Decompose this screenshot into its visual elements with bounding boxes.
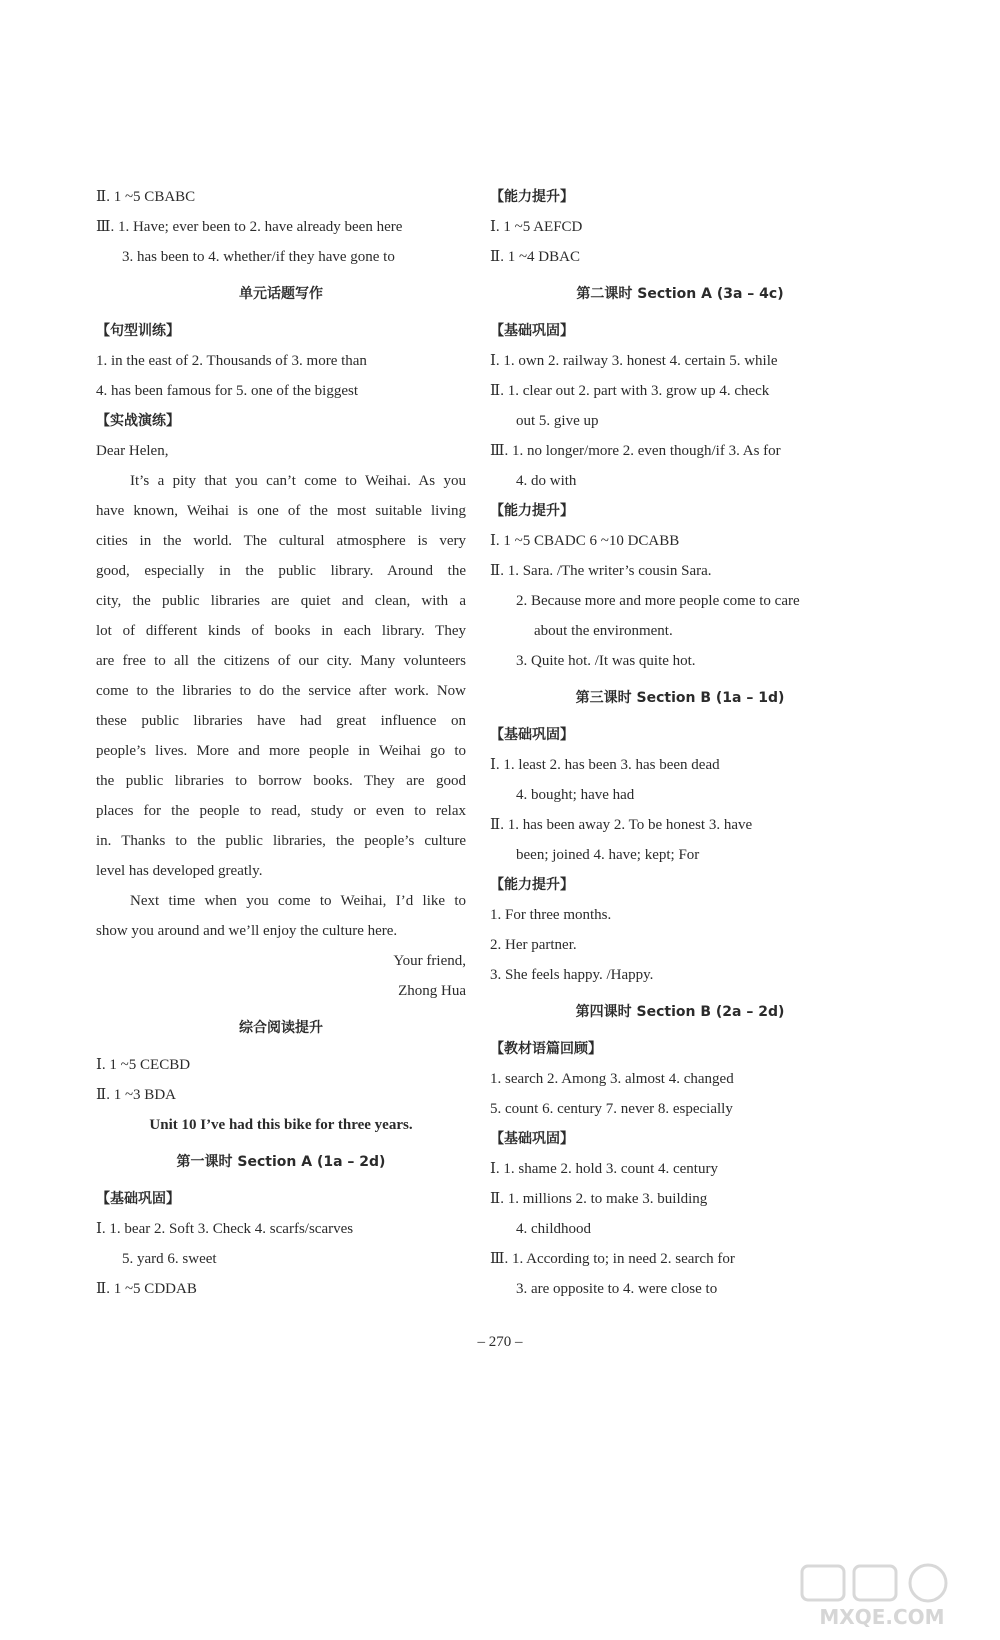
letter-line: come to the libraries to do the service after work. Now: [96, 683, 466, 699]
answer-line: 5. yard 6. sweet: [122, 1251, 217, 1267]
answer-line: 4. bought; have had: [516, 787, 635, 803]
answer-line: 3. has been to 4. whether/if they have gone to: [122, 249, 395, 265]
answer-line: 4. has been famous for 5. one of the biggest: [96, 383, 359, 399]
unit-title: Unit 10 I’ve had this bike for three years.: [149, 1117, 413, 1133]
answer-line: Ⅱ. 1 ~4 DBAC: [490, 249, 580, 265]
answer-line: 5. count 6. century 7. never 8. especially: [490, 1101, 733, 1117]
letter-line: show you around and we’ll enjoy the culture here.: [96, 923, 398, 939]
letter-line: places for the people to read, study or even to relax: [96, 803, 466, 819]
section-heading: 【基础巩固】: [490, 323, 574, 339]
letter-line: cities in the world. The cultural atmosphere is very: [96, 533, 466, 549]
section-title: 单元话题写作: [239, 286, 323, 302]
letter-line: the public libraries to borrow books. They are good: [96, 773, 466, 789]
section-heading: 【基础巩固】: [490, 1131, 574, 1147]
letter-line: Next time when you come to Weihai, I’d like to: [130, 893, 466, 909]
answer-line: Ⅰ. 1. shame 2. hold 3. count 4. century: [490, 1161, 718, 1177]
section-heading: 【句型训练】: [96, 323, 180, 339]
answer-line: Ⅱ. 1. Sara. /The writer’s cousin Sara.: [490, 563, 712, 579]
answer-line: 1. in the east of 2. Thousands of 3. more than: [96, 353, 367, 369]
letter-body: [96, 466, 466, 946]
answer-line: Ⅰ. 1. least 2. has been 3. has been dead: [490, 757, 720, 773]
answer-line: Ⅲ. 1. no longer/more 2. even though/if 3. As for: [490, 443, 781, 459]
answer-line: 1. search 2. Among 3. almost 4. changed: [490, 1071, 734, 1087]
answer-line: 3. She feels happy. /Happy.: [490, 967, 654, 983]
letter-line: in. Thanks to the public libraries, the people’s culture: [96, 833, 466, 849]
answer-line: Ⅲ. 1. Have; ever been to 2. have already been here: [96, 219, 403, 235]
letter-line: are free to all the citizens of our city. Many volunteers: [96, 653, 466, 669]
letter-greeting: Dear Helen,: [96, 443, 169, 459]
answer-line: 3. Quite hot. /It was quite hot.: [516, 653, 696, 669]
answer-line: Ⅰ. 1. own 2. railway 3. honest 4. certain 5. while: [490, 353, 778, 369]
section-heading: 【实战演练】: [96, 413, 180, 429]
section-heading: 【基础巩固】: [490, 727, 574, 743]
answer-line: 4. childhood: [516, 1221, 591, 1237]
section-heading: 【基础巩固】: [96, 1191, 180, 1207]
answer-line: 3. are opposite to 4. were close to: [516, 1281, 718, 1297]
left-column: [96, 182, 466, 1304]
answer-line: out 5. give up: [516, 413, 599, 429]
right-column: [490, 182, 870, 1304]
section-title: 第四课时 Section B (2a – 2d): [575, 1004, 785, 1020]
letter-signature: Zhong Hua: [398, 983, 466, 999]
section-heading: 【能力提升】: [490, 503, 574, 519]
letter-line: It’s a pity that you can’t come to Weihai. As you: [130, 473, 466, 489]
section-title: 第一课时 Section A (1a – 2d): [176, 1154, 386, 1170]
answer-line: Ⅱ. 1 ~5 CBABC: [96, 189, 196, 205]
answer-line: Ⅱ. 1 ~5 CDDAB: [96, 1281, 197, 1297]
answer-line: Ⅰ. 1 ~5 AEFCD: [490, 219, 583, 235]
section-title: 第三课时 Section B (1a – 1d): [575, 690, 785, 706]
answer-line: Ⅱ. 1. has been away 2. To be honest 3. have: [490, 817, 753, 833]
letter-line: level has developed greatly.: [96, 863, 263, 879]
letter-line: city, the public libraries are quiet and clean, with a: [96, 593, 466, 609]
letter-line: these public libraries have had great influence on: [96, 713, 466, 729]
letter-line: people’s lives. More and more people in Weihai go to: [96, 743, 466, 759]
answer-line: Ⅰ. 1. bear 2. Soft 3. Check 4. scarfs/scarves: [96, 1221, 354, 1237]
answer-line: Ⅰ. 1 ~5 CECBD: [96, 1057, 191, 1073]
watermark-logo: [782, 1560, 982, 1630]
answer-line: about the environment.: [534, 623, 673, 639]
answer-line: Ⅱ. 1. millions 2. to make 3. building: [490, 1191, 708, 1207]
letter-line: lot of different kinds of books in each library. They: [96, 623, 466, 639]
answer-line: 2. Her partner.: [490, 937, 577, 953]
answer-line: 1. For three months.: [490, 907, 612, 923]
answer-line: been; joined 4. have; kept; For: [516, 847, 700, 863]
answer-line: 2. Because more and more people come to care: [516, 593, 800, 609]
section-heading: 【教材语篇回顾】: [490, 1041, 602, 1057]
section-title: 第二课时 Section A (3a – 4c): [576, 286, 784, 302]
answer-line: Ⅲ. 1. According to; in need 2. search for: [490, 1251, 735, 1267]
answer-line: 4. do with: [516, 473, 577, 489]
letter-closing: Your friend,: [393, 953, 466, 969]
watermark-text: MXQE.COM: [819, 1605, 945, 1629]
letter-line: good, especially in the public library. Around the: [96, 563, 466, 579]
page-number: – 270 –: [477, 1334, 523, 1350]
letter-line: have known, Weihai is one of the most suitable living: [96, 503, 466, 519]
section-heading: 【能力提升】: [490, 189, 574, 205]
answer-line: Ⅰ. 1 ~5 CBADC 6 ~10 DCABB: [490, 533, 680, 549]
section-title: 综合阅读提升: [239, 1020, 323, 1036]
answer-line: Ⅱ. 1. clear out 2. part with 3. grow up 4. check: [490, 383, 770, 399]
answer-line: Ⅱ. 1 ~3 BDA: [96, 1087, 176, 1103]
section-heading: 【能力提升】: [490, 877, 574, 893]
